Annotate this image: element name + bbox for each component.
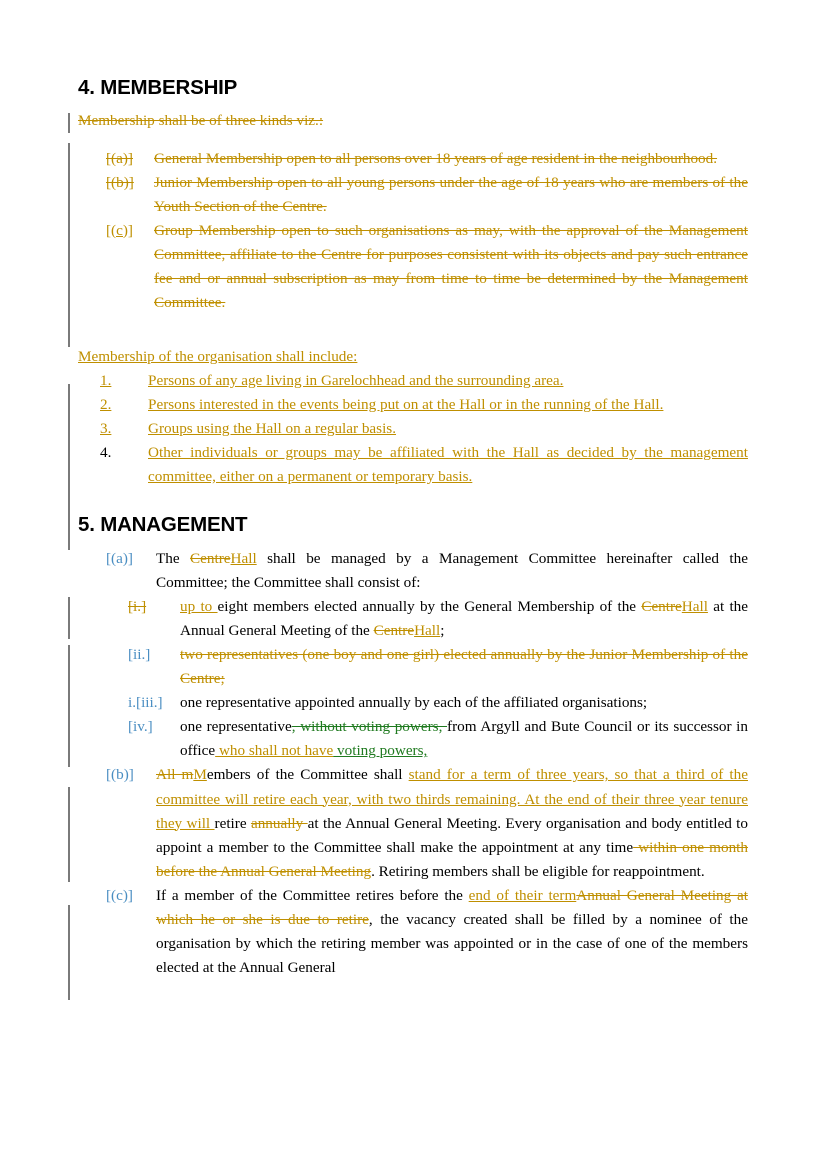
inserted-text: M bbox=[193, 766, 207, 784]
deleted-text: Centre bbox=[190, 550, 231, 568]
inserted-text: who shall not have bbox=[215, 742, 334, 760]
inserted-text: Persons interested in the events being put on at the Hall or in the running of the Hall. bbox=[148, 395, 664, 413]
inserted-text: Hall bbox=[681, 598, 708, 616]
clause-b bbox=[106, 763, 748, 883]
list-marker: [(b)] bbox=[106, 173, 134, 191]
list-marker: [(c)] bbox=[106, 221, 133, 239]
clause-text-run: , the vacancy created shall be filled by a nominee of the organisation by which the retiring member was appointed or in the case of one of the members elected at the Annual General bbox=[156, 910, 748, 976]
clause-a bbox=[106, 547, 748, 595]
clause-text-run: eight members elected annually by the General Membership of the bbox=[217, 598, 642, 616]
membership-lead-deleted bbox=[78, 109, 748, 133]
membership-inserted-list bbox=[100, 369, 748, 489]
inserted-text-green: voting powers, bbox=[333, 742, 428, 760]
deleted-text: annually bbox=[250, 814, 308, 832]
change-bar bbox=[68, 384, 70, 550]
list-marker: 1. bbox=[100, 371, 112, 389]
deleted-text: Membership shall be of three kinds viz.: bbox=[78, 111, 324, 129]
sub-item-marker: i.[iii.] bbox=[128, 694, 163, 712]
membership-deleted-list bbox=[106, 147, 748, 315]
management-sub-item-list bbox=[128, 595, 748, 763]
inserted-text: Other individuals or groups may be affiliated with the Hall as decided by the management committee, either on a permanent or temporary basis. bbox=[148, 443, 748, 485]
clause-text-run: at the Annual General Meeting. Every organisation and body entitled to appoint a member to the Committee shall make the appointment at any time bbox=[156, 814, 749, 856]
list-item bbox=[100, 369, 748, 393]
inserted-text: Persons of any age living in Garelochhead and the surrounding area. bbox=[148, 371, 564, 389]
clause-text-run: . Retiring members shall be eligible for reappointment. bbox=[371, 862, 705, 880]
sub-item-iii bbox=[128, 691, 748, 715]
deleted-text: Group Membership open to such organisations as may, with the approval of the Management Committee, affiliate to the Centre for purposes consistent with its objects and pay such entrance fee and or annual subscription as may from time to time be determined by the Management Committee. bbox=[154, 221, 748, 311]
list-item bbox=[100, 417, 748, 441]
document-content bbox=[78, 76, 748, 980]
clause-text-run: shall be managed by a Management Committee hereinafter called the Committee; the Committee shall consist of: bbox=[156, 550, 748, 592]
clause-marker: [(c)] bbox=[106, 886, 133, 904]
deleted-text: All m bbox=[156, 766, 194, 784]
clause-text-run: at the Annual General Meeting of the bbox=[180, 598, 748, 640]
section-heading-management: 5. MANAGEMENT bbox=[78, 512, 248, 536]
deleted-text: two representatives (one boy and one girl) elected annually by the Junior Membership of the Centre; bbox=[180, 646, 748, 688]
clause-text-run: If a member of the Committee retires before the bbox=[156, 886, 469, 904]
inserted-text: Hall bbox=[230, 550, 257, 568]
sub-item-marker: [ii.] bbox=[128, 646, 151, 664]
inserted-text: stand for a term of three years, so that a third of the committee will retire each year, with two thirds remaining. At the end of their three year tenure they will bbox=[156, 766, 748, 832]
change-bar bbox=[68, 113, 70, 133]
inserted-text: Hall bbox=[414, 622, 441, 640]
inserted-text: end of their term bbox=[468, 886, 577, 904]
clause-text-run: embers of the Committee shall bbox=[206, 766, 409, 784]
change-bar bbox=[68, 143, 70, 347]
sub-item-iv bbox=[128, 715, 748, 763]
deleted-text: Annual General Meeting at which he or she is due to retire bbox=[156, 886, 748, 928]
list-item bbox=[106, 147, 748, 171]
membership-inserted-lead bbox=[78, 345, 748, 369]
clause-marker: [(a)] bbox=[106, 550, 133, 568]
list-item bbox=[106, 219, 748, 315]
clause-text-run: one representative bbox=[180, 718, 292, 736]
sub-item-i bbox=[128, 595, 748, 643]
clause-c bbox=[106, 884, 748, 980]
list-item bbox=[100, 441, 748, 489]
section-heading-membership: 4. MEMBERSHIP bbox=[78, 76, 238, 99]
sub-item-marker: [iv.] bbox=[128, 718, 153, 736]
clause-text-run: one representative appointed annually by each of the affiliated organisations; bbox=[180, 694, 648, 712]
clause-marker: [(b)] bbox=[106, 766, 134, 784]
management-clause-list bbox=[106, 547, 748, 595]
list-marker: 3. bbox=[100, 419, 112, 437]
clause-text-run: retire bbox=[214, 814, 251, 832]
list-item bbox=[100, 393, 748, 417]
spacer bbox=[78, 133, 748, 147]
management-clause-list-2 bbox=[106, 763, 748, 979]
list-marker: 4. bbox=[100, 443, 112, 461]
list-item bbox=[106, 171, 748, 219]
deleted-text-green: , without voting powers, bbox=[291, 718, 448, 736]
clause-text-run: from Argyll and Bute Council or its successor in office bbox=[180, 718, 748, 760]
inserted-text: Groups using the Hall on a regular basis. bbox=[148, 419, 397, 437]
list-marker: 2. bbox=[100, 395, 112, 413]
clause-text-run: The bbox=[156, 550, 191, 568]
deleted-text: within one month before the Annual General Meeting bbox=[156, 838, 748, 880]
change-bar bbox=[68, 905, 70, 1000]
list-marker: [(a)] bbox=[106, 149, 133, 167]
change-bar bbox=[68, 787, 70, 882]
deleted-text: Centre bbox=[373, 622, 415, 640]
clause-text-run: ; bbox=[440, 622, 445, 640]
deleted-text: Junior Membership open to all young persons under the age of 18 years who are members of the Youth Section of the Centre. bbox=[154, 173, 748, 215]
sub-item-marker: [i.] bbox=[128, 598, 147, 616]
deleted-text: Centre bbox=[641, 598, 682, 616]
sub-item-ii bbox=[128, 643, 748, 691]
inserted-text: up to bbox=[180, 598, 218, 616]
deleted-text: General Membership open to all persons over 18 years of age resident in the neighbourhood. bbox=[154, 149, 718, 167]
spacer bbox=[78, 315, 748, 345]
inserted-text: Membership of the organisation shall include: bbox=[78, 347, 358, 365]
change-bar bbox=[68, 597, 70, 639]
change-bar bbox=[68, 645, 70, 767]
